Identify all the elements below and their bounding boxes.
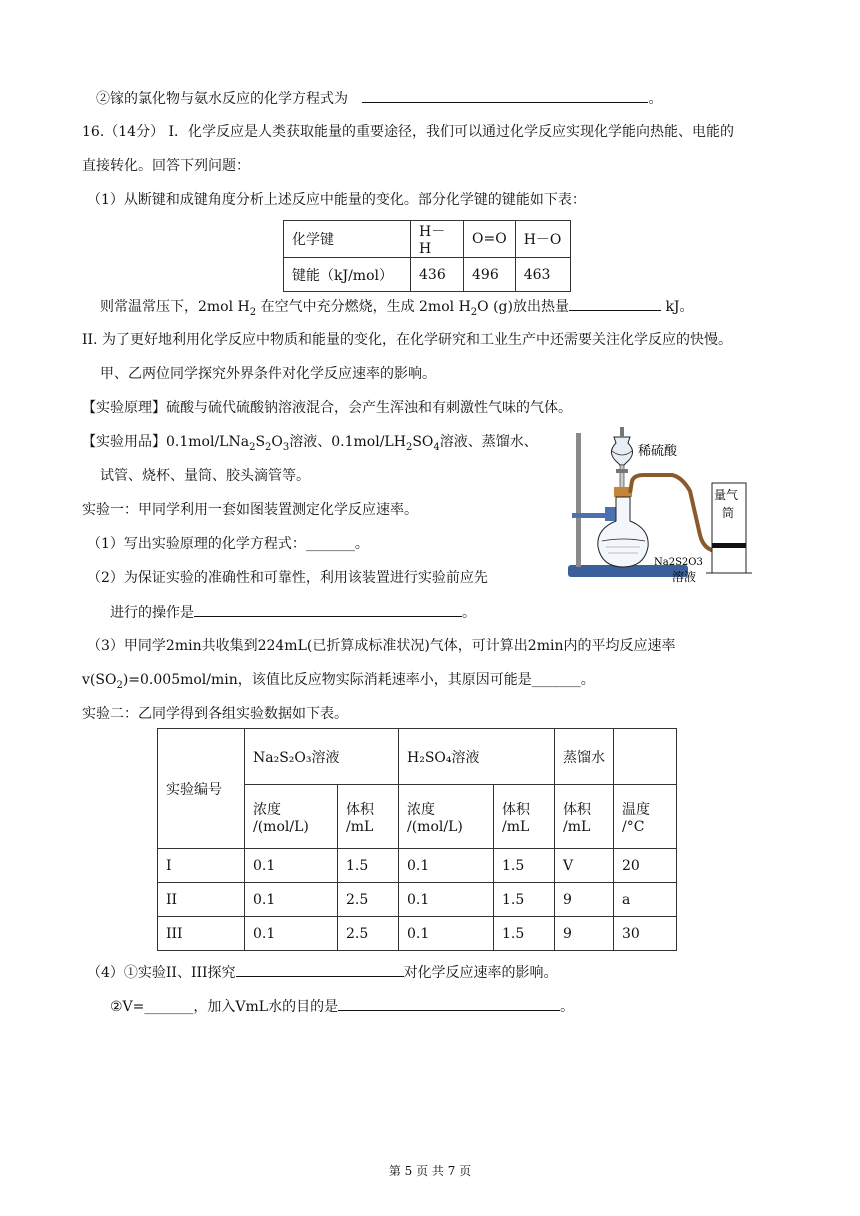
subheader-cell: 温度 /°C: [614, 785, 677, 849]
q16-header: 16.（14分） I．化学反应是人类获取能量的重要途径，我们可以通过化学反应实现化学能向热能、电能的: [82, 124, 735, 140]
table-row: I 0.1 1.5 0.1 1.5 V 20: [158, 849, 677, 883]
header-cell: Na₂S₂O₃溶液: [245, 729, 399, 785]
exp1-question-3: （3）甲同学2min共收集到224mL(已折算成标准状况)气体，可计算出2min内的平均反应速率: [87, 638, 676, 654]
bond-energy-table: [283, 220, 571, 292]
subheader-cell: 浓度 /(mol/L): [245, 785, 338, 849]
acid-label: 稀硫酸: [638, 444, 678, 459]
stand-rod: [576, 433, 581, 567]
materials-2: 试管、烧杯、量筒、胶头滴管等。: [100, 468, 310, 484]
answer-blank: [338, 996, 560, 1011]
table-cell: 化学键: [284, 221, 411, 258]
separatory-funnel: [611, 437, 632, 465]
table-row: III 0.1 2.5 0.1 1.5 9 30: [158, 917, 677, 951]
heat-question: 则常温常压下，2mol $H_2$ 在空气中充分燃烧，生成 2mol $H_2O$ (g)放出热量 kJ。: [100, 296, 694, 323]
q16-header-2: 直接转化。回答下列问题：: [82, 158, 250, 174]
header-cell: 实验编号: [158, 729, 245, 849]
question-4a: （4）①实验II、III探究 对化学反应速率的影响。: [87, 962, 558, 983]
subheader-cell: 体积 /mL: [555, 785, 614, 849]
table-cell: H－O: [515, 221, 570, 258]
header-cell: 蒸馏水: [555, 729, 614, 785]
exp1-question-2: （2）为保证实验的准确性和可靠性，利用该装置进行实验前应先: [87, 570, 488, 586]
answer-blank: [236, 962, 404, 977]
table-cell: O=O: [464, 221, 516, 258]
exp1-question-2b: 进行的操作是 。: [110, 602, 476, 623]
part2-intro: II. 为了更好地利用化学反应中物质和能量的变化，在化学研究和工业生产中还需要关注化学反应的快慢。: [82, 332, 732, 348]
table-cell: 496: [464, 258, 516, 292]
answer-blank: [362, 88, 648, 103]
question-4b: ②V=_______，加入VmL水的目的是 。: [110, 996, 574, 1017]
flask-label: Na2S2O3: [654, 557, 703, 568]
table-cell: 键能（kJ/mol）: [284, 258, 411, 292]
experiment-intro: 甲、乙两位同学探究外界条件对化学反应速率的影响。: [100, 366, 436, 382]
cylinder-label: 量气: [714, 488, 739, 502]
table-cell: 436: [411, 258, 464, 292]
subheader-cell: 体积 /mL: [494, 785, 555, 849]
table-row: II 0.1 2.5 0.1 1.5 9 a: [158, 883, 677, 917]
header-cell: [614, 729, 677, 785]
subheader-cell: 体积 /mL: [338, 785, 399, 849]
principle: 【实验原理】硫酸与硫代硫酸钠溶液混合，会产生浑浊和有刺激性气味的气体。: [82, 400, 572, 416]
answer-blank: [569, 296, 661, 311]
header-cell: H₂SO₄溶液: [399, 729, 555, 785]
q16-part1: （1）从断键和成键角度分析上述反应中能量的变化。部分化学键的键能如下表：: [87, 192, 586, 208]
subheader-cell: 浓度 /(mol/L): [399, 785, 494, 849]
table-cell: H－H: [411, 221, 464, 258]
experiment-data-table: [157, 728, 677, 951]
gallium-question: ②镓的氯化物与氨水反应的化学方程式为 。: [96, 88, 662, 109]
table-cell: 463: [515, 258, 570, 292]
cylinder-label-2: 筒: [722, 506, 735, 520]
page-footer: 第 5 页 共 7 页: [388, 1164, 472, 1178]
exp1-question-1: （1）写出实验原理的化学方程式：_______。: [87, 536, 369, 552]
experiment-one: 实验一：甲同学利用一套如图装置测定化学反应速率。: [82, 502, 418, 518]
flask-label-2: 溶液: [672, 570, 697, 584]
apparatus-figure: [560, 425, 760, 585]
exp1-question-3b: $v(SO_2)=0.005mol/\min$，该值比反应物实际消耗速率小，其原因可能是_______。: [82, 672, 595, 691]
experiment-two: 实验二：乙同学得到各组实验数据如下表。: [82, 706, 348, 722]
answer-blank: [194, 602, 462, 617]
materials: 【实验用品】$0.1mol/LNa_2S_2O_3$溶液、$0.1mol/LH_2SO_4$溶液、蒸馏水、: [82, 434, 538, 453]
